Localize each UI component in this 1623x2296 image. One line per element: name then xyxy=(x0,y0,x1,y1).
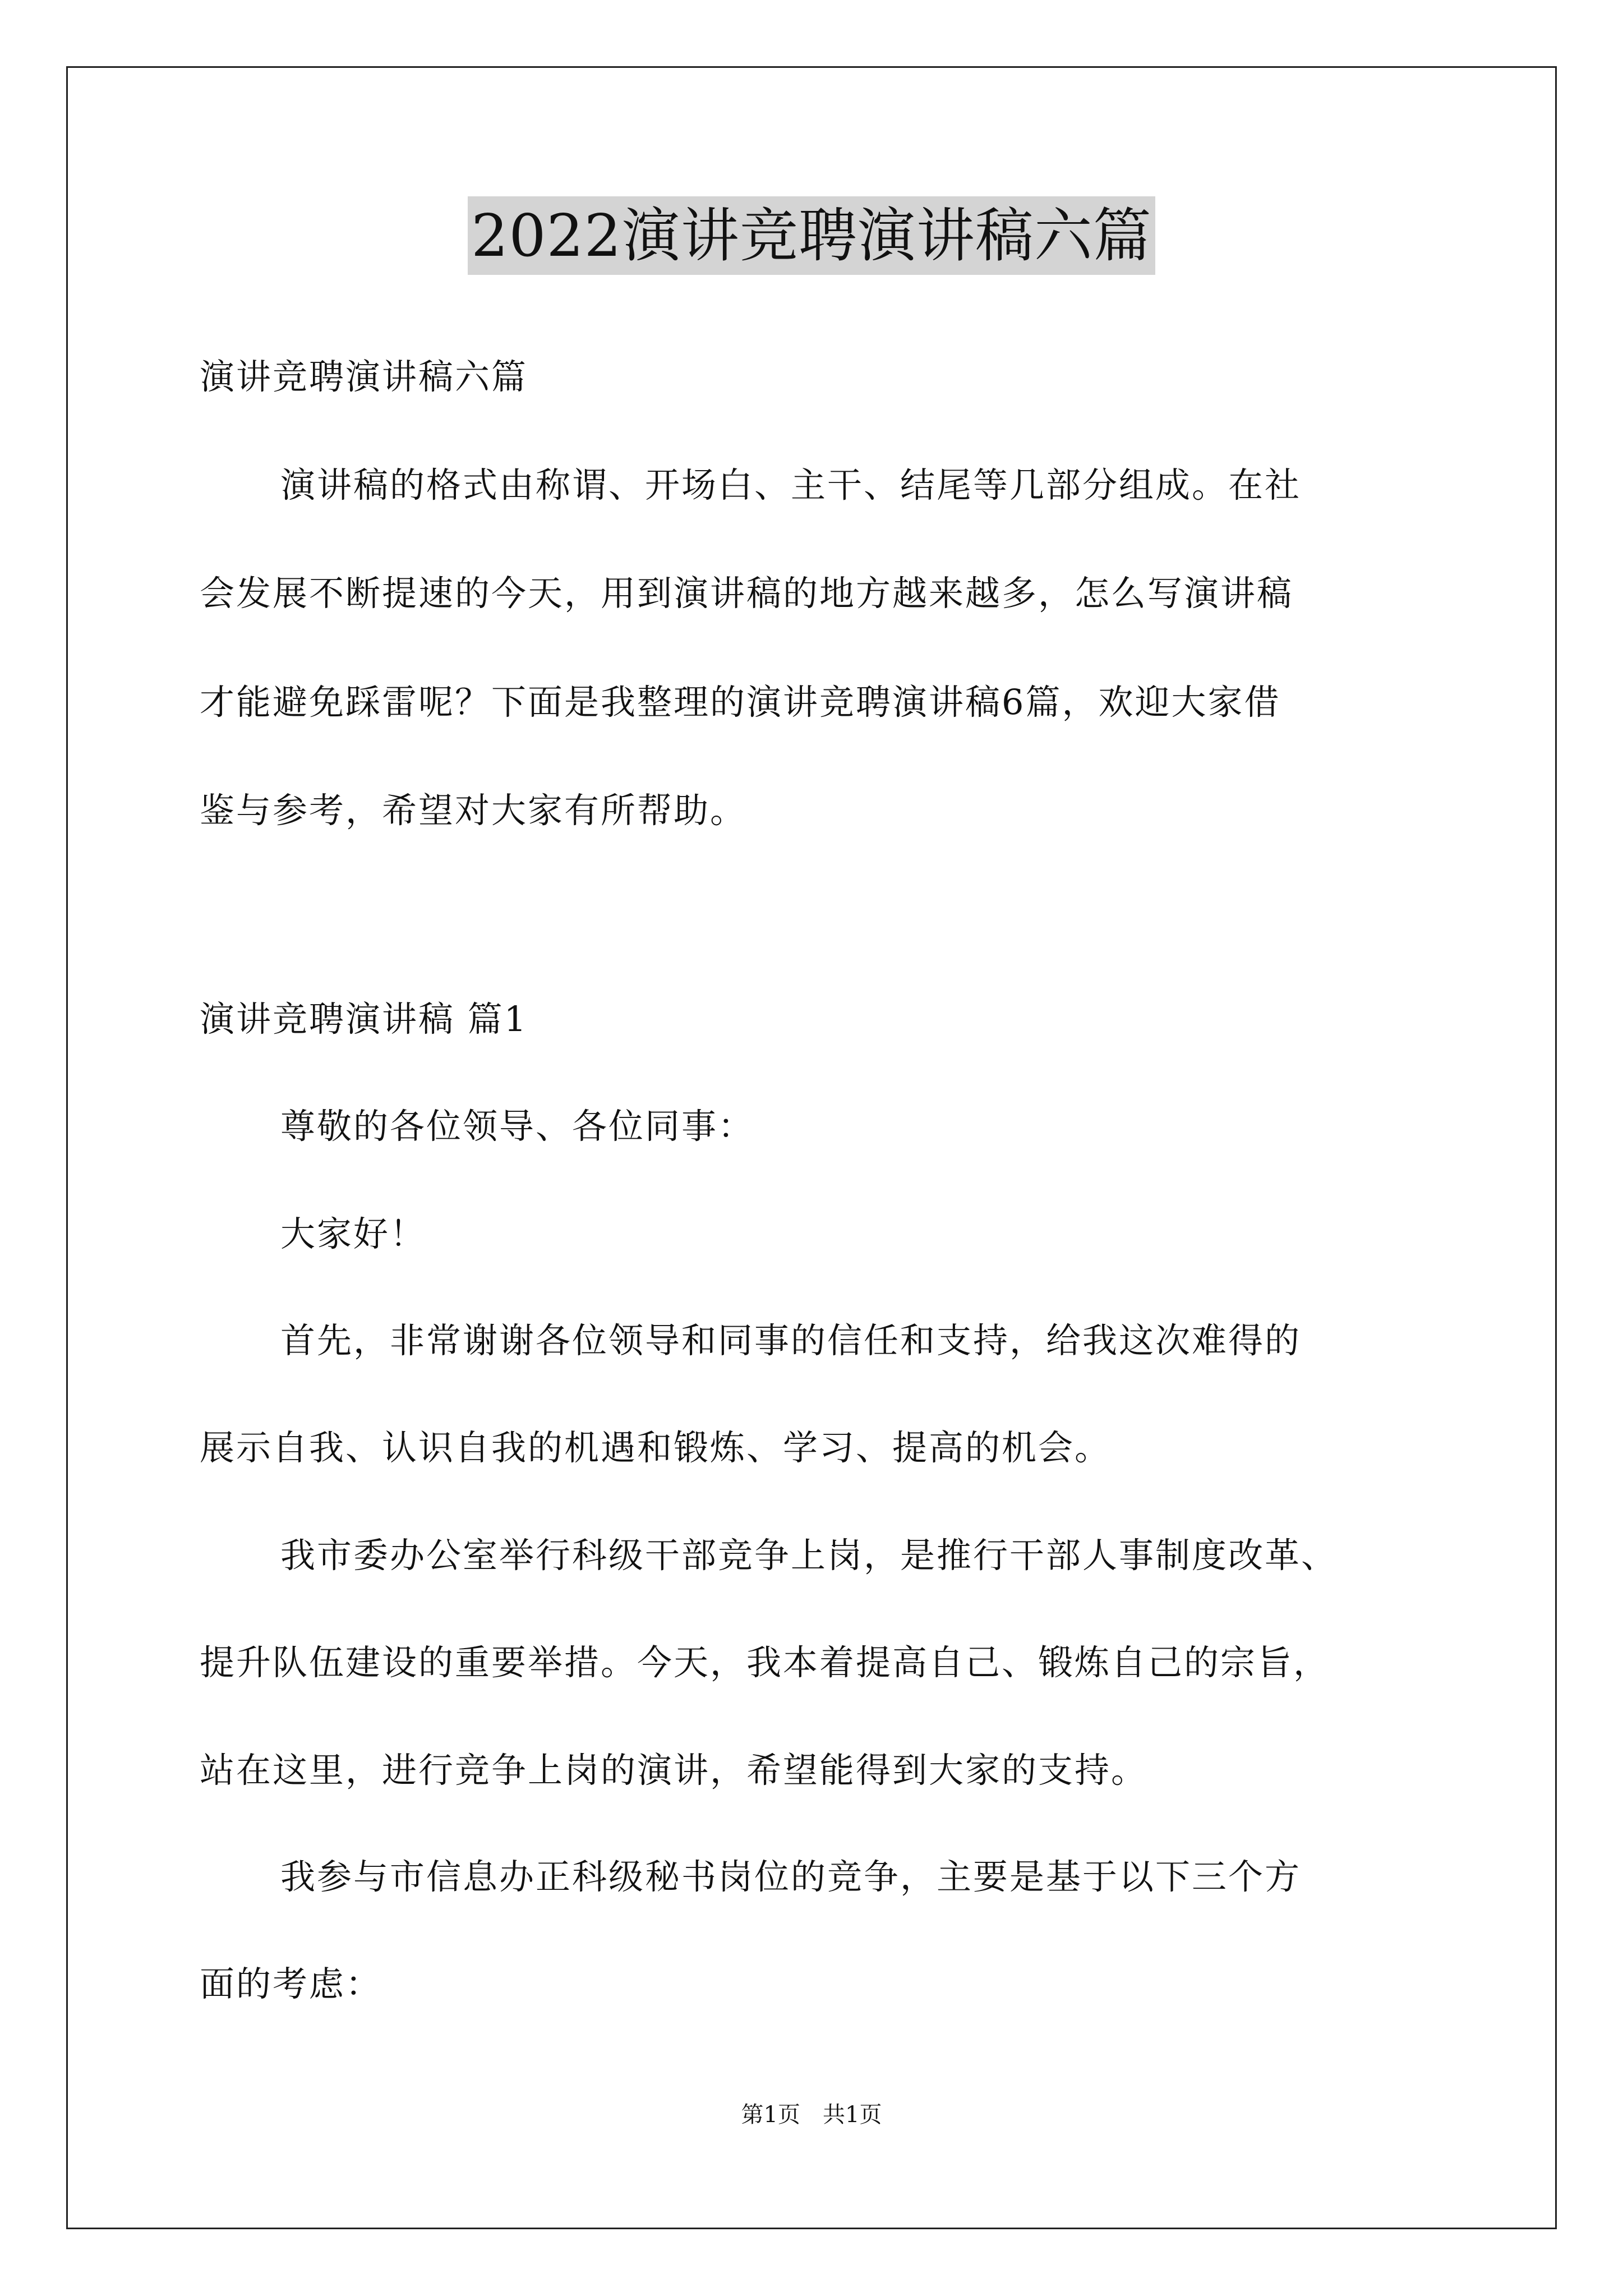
paragraph-1-line-1: 首先，非常谢谢各位领导和同事的信任和支持，给我这次难得的 xyxy=(280,1320,1302,1361)
paragraph-2-line-1: 我市委办公室举行科级干部竞争上岗，是推行干部人事制度改革、 xyxy=(280,1535,1338,1576)
page-footer: 第1页 共1页 xyxy=(741,2102,882,2128)
intro-line-2: 会发展不断提速的今天，用到演讲稿的地方越来越多，怎么写演讲稿 xyxy=(200,573,1294,614)
document-title: 2022演讲竞聘演讲稿六篇 xyxy=(468,196,1155,275)
intro-line-4: 鉴与参考，希望对大家有所帮助。 xyxy=(200,790,747,831)
intro-line-3: 才能避免踩雷呢？下面是我整理的演讲竞聘演讲稿6篇，欢迎大家借 xyxy=(200,682,1281,723)
paragraph-2-line-2: 提升队伍建设的重要举措。今天，我本着提高自己、锻炼自己的宗旨， xyxy=(200,1642,1330,1683)
document-subtitle: 演讲竞聘演讲稿六篇 xyxy=(200,356,528,397)
paragraph-3-line-1: 我参与市信息办正科级秘书岗位的竞争，主要是基于以下三个方 xyxy=(280,1856,1302,1897)
greeting: 大家好！ xyxy=(280,1213,427,1254)
title-container xyxy=(0,196,1623,275)
salutation: 尊敬的各位领导、各位同事： xyxy=(280,1106,755,1147)
intro-line-1: 演讲稿的格式由称谓、开场白、主干、结尾等几部分组成。在社 xyxy=(280,464,1302,505)
section-heading: 演讲竞聘演讲稿 篇1 xyxy=(200,999,528,1039)
paragraph-3-line-2: 面的考虑： xyxy=(200,1963,382,2004)
paragraph-2-line-3: 站在这里，进行竞争上岗的演讲，希望能得到大家的支持。 xyxy=(200,1750,1148,1791)
paragraph-1-line-2: 展示自我、认识自我的机遇和锻炼、学习、提高的机会。 xyxy=(200,1427,1112,1468)
